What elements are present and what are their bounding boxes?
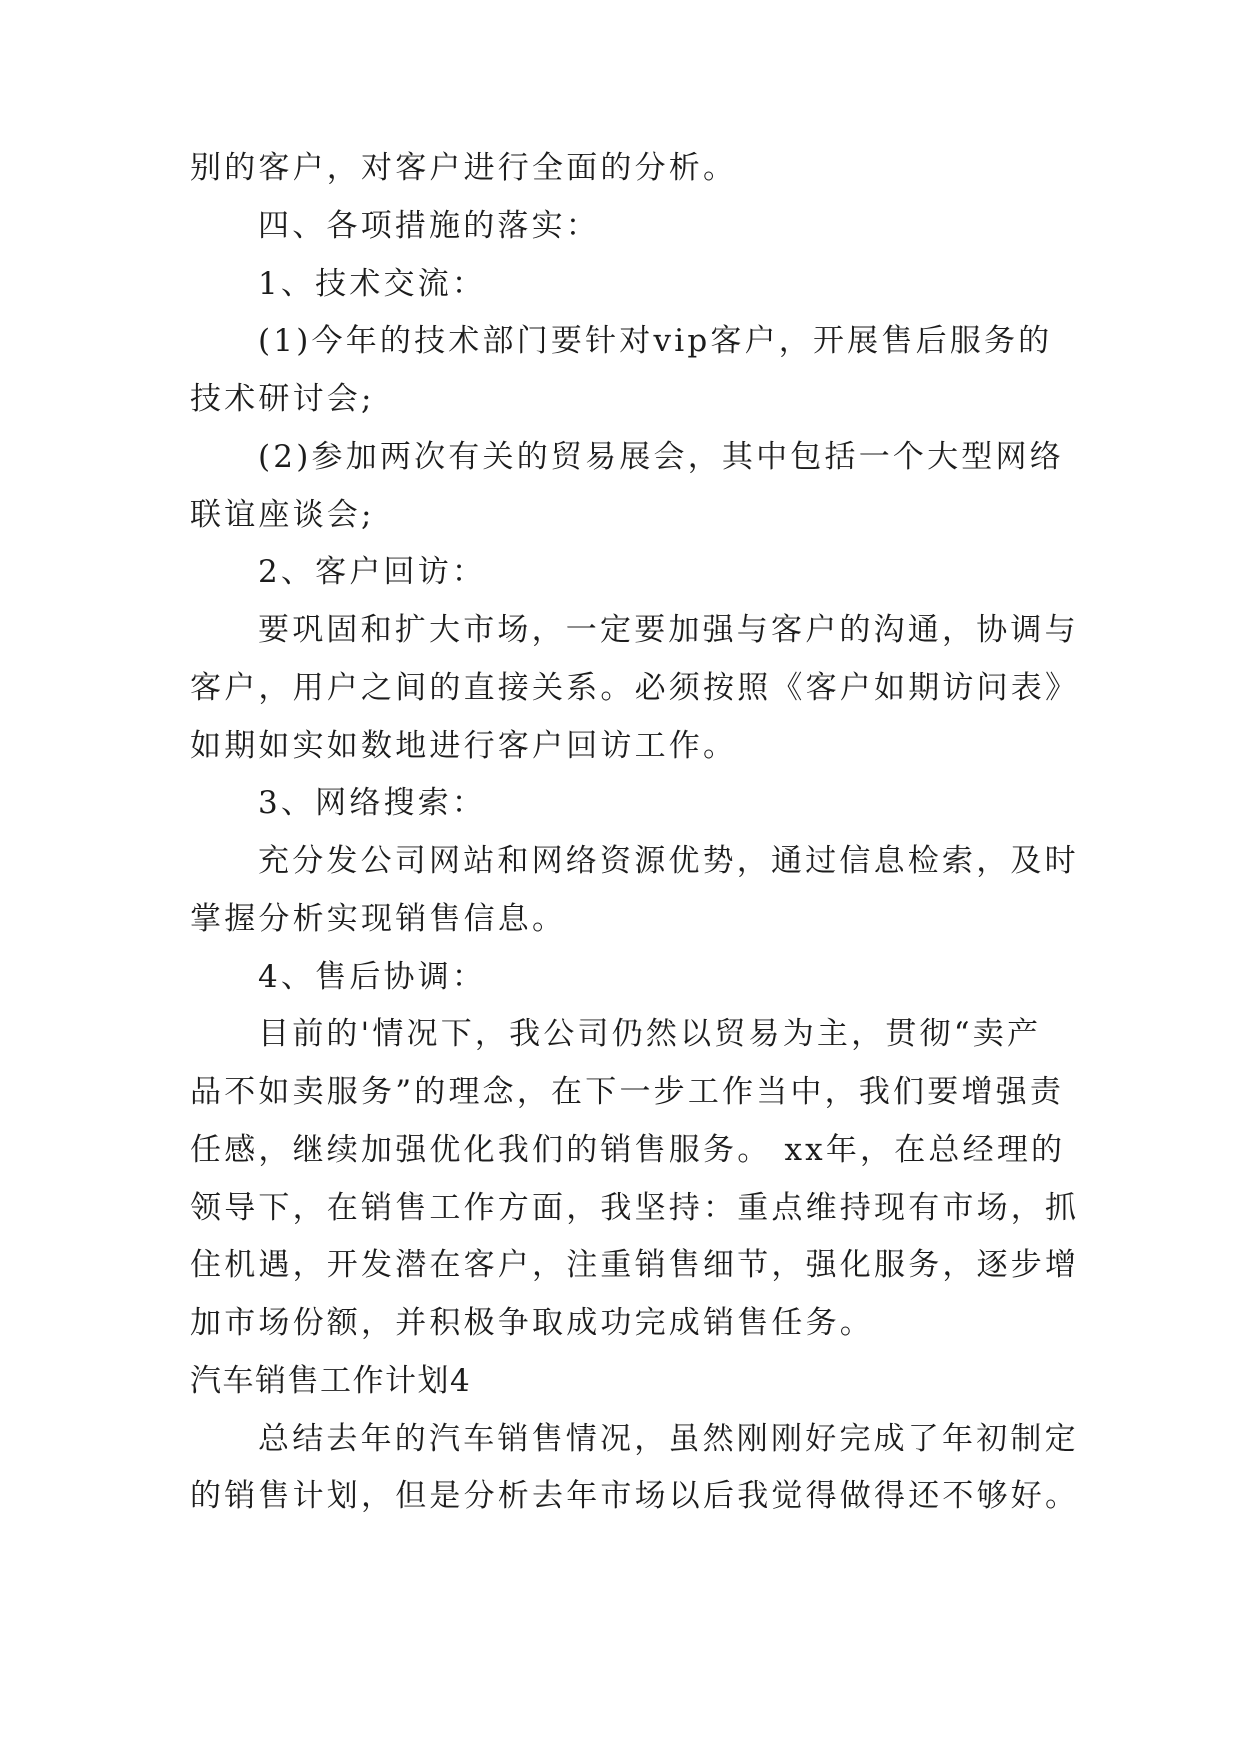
paragraph-line: 领导下，在销售工作方面，我坚持：重点维持现有市场，抓 xyxy=(190,1190,1080,1226)
paragraph-line: 住机遇，开发潜在客户，注重销售细节，强化服务，逐步增 xyxy=(190,1247,1080,1283)
paragraph-line: 别的客户，对客户进行全面的分析。 xyxy=(190,150,738,186)
paragraph-line: 掌握分析实现销售信息。 xyxy=(190,901,567,937)
subsection-heading: 4、售后协调： xyxy=(258,959,487,995)
paragraph-line: 如期如实如数地进行客户回访工作。 xyxy=(190,728,738,764)
subsection-heading: 3、网络搜索： xyxy=(258,785,487,821)
paragraph-line: (2)参加两次有关的贸易展会，其中包括一个大型网络 xyxy=(258,439,1064,475)
paragraph-line: 技术研讨会; xyxy=(190,381,375,417)
section-heading: 四、各项措施的落实： xyxy=(258,208,600,244)
paragraph-line: 客户，用户之间的直接关系。必须按照《客户如期访问表》 xyxy=(190,670,1080,706)
document-title: 汽车销售工作计划4 xyxy=(190,1363,472,1399)
paragraph-line: (1)今年的技术部门要针对vip客户，开展售后服务的 xyxy=(258,323,1053,359)
paragraph-line: 任感，继续加强优化我们的销售服务。 xx年，在总经理的 xyxy=(190,1132,1066,1168)
paragraph-line: 要巩固和扩大市场，一定要加强与客户的沟通，协调与 xyxy=(258,612,1079,648)
subsection-heading: 2、客户回访： xyxy=(258,554,487,590)
paragraph-line: 的销售计划，但是分析去年市场以后我觉得做得还不够好。 xyxy=(190,1478,1080,1514)
paragraph-line: 目前的'情况下，我公司仍然以贸易为主，贯彻“卖产 xyxy=(258,1016,1042,1052)
paragraph-line: 加市场份额，并积极争取成功完成销售任务。 xyxy=(190,1305,874,1341)
paragraph-line: 充分发公司网站和网络资源优势，通过信息检索，及时 xyxy=(258,843,1079,879)
paragraph-line: 联谊座谈会; xyxy=(190,497,375,533)
subsection-heading: 1、技术交流： xyxy=(258,266,487,302)
paragraph-line: 总结去年的汽车销售情况，虽然刚刚好完成了年初制定 xyxy=(258,1421,1079,1457)
paragraph-line: 品不如卖服务”的理念，在下一步工作当中，我们要增强责 xyxy=(190,1074,1065,1110)
